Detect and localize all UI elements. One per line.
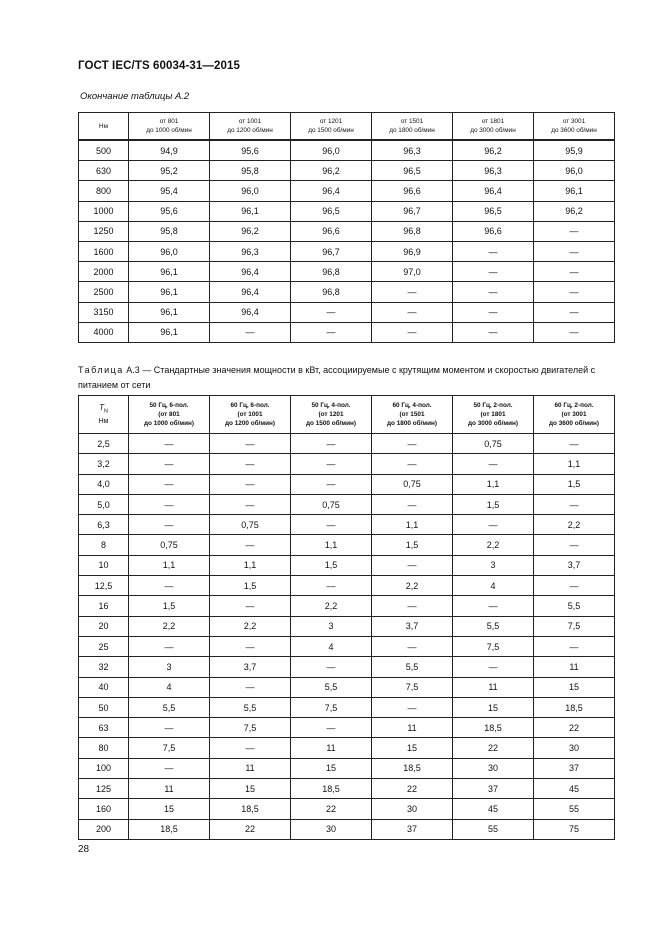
table-cell: 96,8 <box>372 221 453 241</box>
table-cell: 96,3 <box>372 140 453 161</box>
table-cell: — <box>372 454 453 474</box>
header-line: до 1200 об/мин) <box>225 420 275 427</box>
table-cell: — <box>372 494 453 514</box>
table-cell: — <box>291 657 372 677</box>
table-cell: 4 <box>291 636 372 656</box>
table-cell: — <box>453 302 534 322</box>
table-cell: — <box>129 454 210 474</box>
table-cell: — <box>372 697 453 717</box>
table-cell: 1,1 <box>534 454 615 474</box>
table-cell: 30 <box>291 819 372 839</box>
table-a2-header-col-3 <box>291 113 372 141</box>
row-label-cell: 25 <box>79 636 129 656</box>
header-line: (от 1001 <box>237 411 263 418</box>
table-cell: 18,5 <box>453 718 534 738</box>
row-label-cell: 3,2 <box>79 454 129 474</box>
table-cell: 95,8 <box>210 161 291 181</box>
table-cell: 15 <box>372 738 453 758</box>
table-cell: 55 <box>534 799 615 819</box>
row-label-cell: 16 <box>79 596 129 616</box>
table-cell: 3 <box>129 657 210 677</box>
row-label-cell: 32 <box>79 657 129 677</box>
table-cell: — <box>210 454 291 474</box>
table-cell: — <box>291 454 372 474</box>
header-line: 60 Гц, 2-пол. <box>554 402 594 409</box>
table-cell: — <box>129 434 210 454</box>
table-a3-header-row <box>79 396 615 434</box>
torque-unit: Нм <box>98 417 109 425</box>
table-cell: 96,8 <box>291 262 372 282</box>
table-row <box>79 322 615 342</box>
table-cell: — <box>453 596 534 616</box>
table-cell: 3 <box>291 616 372 636</box>
table-a3-header-col-1 <box>129 396 210 434</box>
header-line: до 3600 об/мин) <box>549 420 599 427</box>
table-cell: 1,5 <box>534 474 615 494</box>
table-a3-caption <box>78 363 618 393</box>
table-cell: 96,1 <box>129 302 210 322</box>
table-cell: — <box>534 262 615 282</box>
table-row <box>79 302 615 322</box>
table-cell: 4 <box>453 576 534 596</box>
header-line: от 1201 <box>319 118 343 125</box>
row-label-cell: 40 <box>79 677 129 697</box>
table-cell: — <box>291 515 372 535</box>
table-cell: — <box>372 302 453 322</box>
table-cell: — <box>210 474 291 494</box>
table-row <box>79 576 615 596</box>
table-cell: 18,5 <box>129 819 210 839</box>
table-row <box>79 140 615 161</box>
table-cell: 0,75 <box>372 474 453 494</box>
row-label-cell: 160 <box>79 799 129 819</box>
table-cell: — <box>534 302 615 322</box>
table-cell: 96,1 <box>129 262 210 282</box>
table-row <box>79 758 615 778</box>
table-cell: — <box>534 434 615 454</box>
table-cell: — <box>372 596 453 616</box>
table-cell: — <box>534 494 615 514</box>
table-cell: 2,2 <box>129 616 210 636</box>
table-cell: 15 <box>453 697 534 717</box>
table-a2-header-row <box>79 113 615 141</box>
table-cell: 11 <box>291 738 372 758</box>
table-cell: — <box>372 434 453 454</box>
table-cell: — <box>129 576 210 596</box>
table-cell: 18,5 <box>534 697 615 717</box>
table-cell: 96,7 <box>291 241 372 261</box>
table-cell: 1,1 <box>453 474 534 494</box>
table-cell: — <box>129 758 210 778</box>
row-label-cell: 12,5 <box>79 576 129 596</box>
table-a3-header-first <box>79 396 129 434</box>
table-a3-body <box>79 434 615 840</box>
table-cell: 96,4 <box>210 282 291 302</box>
header-line: до 1500 об/мин) <box>306 420 356 427</box>
table-cell: 95,6 <box>129 201 210 221</box>
table-cell: 7,5 <box>372 677 453 697</box>
table-cell: — <box>372 282 453 302</box>
row-label-cell: 1600 <box>79 241 129 261</box>
table-cell: 3,7 <box>210 657 291 677</box>
table-row <box>79 161 615 181</box>
table-cell: 1,5 <box>210 576 291 596</box>
table-cell: — <box>372 555 453 575</box>
table-cell: 96,2 <box>534 201 615 221</box>
table-cell: 96,0 <box>129 241 210 261</box>
table-cell: 2,2 <box>453 535 534 555</box>
table-cell: 95,8 <box>129 221 210 241</box>
table-cell: 37 <box>453 779 534 799</box>
table-cell: 95,6 <box>210 140 291 161</box>
table-cell: — <box>291 576 372 596</box>
table-cell: 96,5 <box>291 201 372 221</box>
table-cell: — <box>372 636 453 656</box>
table-cell: — <box>210 677 291 697</box>
table-a2-header-first: Нм <box>79 113 129 141</box>
table-a3-header-col-5 <box>453 396 534 434</box>
header-line: 50 Гц, 6-пол. <box>149 402 189 409</box>
table-cell: 96,3 <box>453 161 534 181</box>
table-cell: 22 <box>210 819 291 839</box>
table-cell: 95,4 <box>129 181 210 201</box>
table-cell: 2,2 <box>210 616 291 636</box>
row-label-cell: 80 <box>79 738 129 758</box>
row-label-cell: 630 <box>79 161 129 181</box>
table-cell: 96,9 <box>372 241 453 261</box>
table-cell: 37 <box>534 758 615 778</box>
table-a2-header-col-5 <box>453 113 534 141</box>
table-cell: 7,5 <box>453 636 534 656</box>
table-cell: 96,2 <box>210 221 291 241</box>
table-cell: 2,2 <box>291 596 372 616</box>
table-a3-header-col-3 <box>291 396 372 434</box>
table-row <box>79 799 615 819</box>
table-cell: 96,0 <box>210 181 291 201</box>
table-cell: — <box>210 636 291 656</box>
table-cell: 5,5 <box>291 677 372 697</box>
table-cell: — <box>534 241 615 261</box>
header-line: до 3000 об/мин) <box>468 420 518 427</box>
table-cell: — <box>534 576 615 596</box>
table-cell: 22 <box>534 718 615 738</box>
table-cell: 1,5 <box>372 535 453 555</box>
table-cell: 96,5 <box>453 201 534 221</box>
header-line: (от 801 <box>158 411 180 418</box>
table-cell: 96,6 <box>291 221 372 241</box>
table-cell: 94,9 <box>129 140 210 161</box>
table-a3-header-col-6 <box>534 396 615 434</box>
table-cell: 7,5 <box>129 738 210 758</box>
row-label-cell: 1000 <box>79 201 129 221</box>
table-cell: 0,75 <box>453 434 534 454</box>
table-cell: 96,6 <box>453 221 534 241</box>
table-a2-header-col-2 <box>210 113 291 141</box>
header-line: 60 Гц, 4-пол. <box>392 402 432 409</box>
header-line: (от 1801 <box>480 411 506 418</box>
table-cell: 95,9 <box>534 140 615 161</box>
table-cell: 55 <box>453 819 534 839</box>
table-cell: 7,5 <box>210 718 291 738</box>
table-cell: — <box>291 302 372 322</box>
table-cell: 3,7 <box>372 616 453 636</box>
table-cell: 96,4 <box>453 181 534 201</box>
table-cell: 5,5 <box>534 596 615 616</box>
table-cell: 96,4 <box>210 262 291 282</box>
table-row <box>79 677 615 697</box>
table-cell: — <box>372 322 453 342</box>
table-row <box>79 282 615 302</box>
table-cell: 96,0 <box>534 161 615 181</box>
table-cell: 96,1 <box>210 201 291 221</box>
table-cell: — <box>129 515 210 535</box>
table-row <box>79 636 615 656</box>
row-label-cell: 4,0 <box>79 474 129 494</box>
table-cell: — <box>453 657 534 677</box>
row-label-cell: 1250 <box>79 221 129 241</box>
header-line: до 1500 об/мин <box>308 127 354 134</box>
header-line: (от 3001 <box>561 411 587 418</box>
header-line: от 1801 <box>481 118 505 125</box>
table-cell: 37 <box>372 819 453 839</box>
table-cell: 2,2 <box>372 576 453 596</box>
table-row <box>79 454 615 474</box>
page-number: 28 <box>78 844 90 855</box>
table-cell: — <box>534 535 615 555</box>
row-label-cell: 63 <box>79 718 129 738</box>
table-a3-caption-label: Таблица <box>78 365 124 375</box>
table-row <box>79 535 615 555</box>
table-cell: — <box>210 494 291 514</box>
header-line: до 1000 об/мин <box>146 127 192 134</box>
header-line: до 1000 об/мин) <box>144 420 194 427</box>
table-cell: 5,5 <box>453 616 534 636</box>
table-cell: 96,7 <box>372 201 453 221</box>
header-line: от 801 <box>159 118 179 125</box>
header-line: (от 1201 <box>318 411 344 418</box>
table-cell: 22 <box>291 799 372 819</box>
table-cell: 11 <box>129 779 210 799</box>
table-row <box>79 718 615 738</box>
table-cell: 1,1 <box>210 555 291 575</box>
header-line: 50 Гц, 2-пол. <box>473 402 513 409</box>
table-cell: — <box>129 636 210 656</box>
table-cell: 7,5 <box>291 697 372 717</box>
table-cell: 96,2 <box>453 140 534 161</box>
table-row <box>79 596 615 616</box>
table-cell: 15 <box>210 779 291 799</box>
table-a3-caption-text: А.3 — Стандартные значения мощности в кВт, ассоциируемые с крутящим моментом и скоростью двигателей с питанием от сети <box>78 365 596 390</box>
table-cell: — <box>453 515 534 535</box>
table-cell: 15 <box>534 677 615 697</box>
table-row <box>79 616 615 636</box>
table-cell: — <box>129 474 210 494</box>
table-cell: 30 <box>534 738 615 758</box>
row-label-cell: 200 <box>79 819 129 839</box>
table-a3 <box>78 395 615 840</box>
table-cell: 1,5 <box>129 596 210 616</box>
table-cell: 4 <box>129 677 210 697</box>
table-cell: 96,0 <box>291 140 372 161</box>
table-cell: 45 <box>534 779 615 799</box>
table-row <box>79 241 615 261</box>
table-cell: 96,1 <box>534 181 615 201</box>
table-row <box>79 434 615 454</box>
table-cell: 1,5 <box>291 555 372 575</box>
table-row <box>79 697 615 717</box>
table-cell: — <box>210 322 291 342</box>
table-row <box>79 738 615 758</box>
table-cell: 0,75 <box>129 535 210 555</box>
table-cell: — <box>534 322 615 342</box>
table-a3-header-col-2 <box>210 396 291 434</box>
table-cell: 18,5 <box>372 758 453 778</box>
row-label-cell: 125 <box>79 779 129 799</box>
table-cell: 5,5 <box>129 697 210 717</box>
torque-subscript: N <box>103 408 108 415</box>
table-cell: — <box>291 434 372 454</box>
header-line: 60 Гц, 6-пол. <box>230 402 270 409</box>
table-cell: 75 <box>534 819 615 839</box>
table-cell: — <box>453 262 534 282</box>
table-row <box>79 494 615 514</box>
row-label-cell: 10 <box>79 555 129 575</box>
torque-symbol: T <box>99 403 104 413</box>
row-label-cell: 6,3 <box>79 515 129 535</box>
table-cell: 96,1 <box>129 282 210 302</box>
table-a2-header-col-6 <box>534 113 615 141</box>
table-cell: 96,1 <box>129 322 210 342</box>
table-cell: 22 <box>453 738 534 758</box>
table-cell: 15 <box>129 799 210 819</box>
header-line: от 1001 <box>238 118 262 125</box>
table-cell: 45 <box>453 799 534 819</box>
row-label-cell: 2000 <box>79 262 129 282</box>
table-cell: — <box>453 322 534 342</box>
row-label-cell: 500 <box>79 140 129 161</box>
table-row <box>79 515 615 535</box>
row-label-cell: 4000 <box>79 322 129 342</box>
table-cell: 3,7 <box>534 555 615 575</box>
table-cell: 30 <box>453 758 534 778</box>
row-label-cell: 20 <box>79 616 129 636</box>
table-a3-header-col-4 <box>372 396 453 434</box>
table-cell: — <box>453 282 534 302</box>
header-line: от 1501 <box>400 118 424 125</box>
table-cell: — <box>534 221 615 241</box>
header-line: от 3001 <box>562 118 586 125</box>
table-cell: 5,5 <box>210 697 291 717</box>
table-a2-body <box>79 140 615 342</box>
header-line: до 3000 об/мин <box>470 127 516 134</box>
table-row <box>79 221 615 241</box>
row-label-cell: 800 <box>79 181 129 201</box>
table-cell: — <box>210 738 291 758</box>
table-cell: — <box>210 596 291 616</box>
row-label-cell: 3150 <box>79 302 129 322</box>
table-cell: 11 <box>372 718 453 738</box>
table-a2-caption: Окончание таблицы А.2 <box>80 91 190 102</box>
header-line: (от 1501 <box>399 411 425 418</box>
table-row <box>79 474 615 494</box>
table-cell: 96,4 <box>291 181 372 201</box>
table-row <box>79 555 615 575</box>
table-cell: 0,75 <box>291 494 372 514</box>
table-cell: 22 <box>372 779 453 799</box>
table-cell: 2,2 <box>534 515 615 535</box>
table-cell: — <box>210 434 291 454</box>
row-label-cell: 2,5 <box>79 434 129 454</box>
table-cell: 3 <box>453 555 534 575</box>
table-row <box>79 181 615 201</box>
table-cell: 1,5 <box>453 494 534 514</box>
table-cell: 96,4 <box>210 302 291 322</box>
header-line: до 3600 об/мин <box>551 127 597 134</box>
table-cell: 96,3 <box>210 241 291 261</box>
table-cell: — <box>129 494 210 514</box>
table-cell: 96,5 <box>372 161 453 181</box>
table-a2-header-col-1 <box>129 113 210 141</box>
table-cell: 95,2 <box>129 161 210 181</box>
table-row <box>79 262 615 282</box>
table-cell: — <box>534 636 615 656</box>
table-row <box>79 201 615 221</box>
table-row <box>79 657 615 677</box>
table-cell: — <box>453 454 534 474</box>
row-label-cell: 100 <box>79 758 129 778</box>
table-cell: 11 <box>453 677 534 697</box>
table-cell: 11 <box>210 758 291 778</box>
table-cell: 15 <box>291 758 372 778</box>
table-cell: 1,1 <box>372 515 453 535</box>
row-label-cell: 8 <box>79 535 129 555</box>
table-cell: 18,5 <box>291 779 372 799</box>
table-cell: — <box>129 718 210 738</box>
table-cell: 96,8 <box>291 282 372 302</box>
table-cell: 97,0 <box>372 262 453 282</box>
table-cell: 11 <box>534 657 615 677</box>
table-row <box>79 819 615 839</box>
table-a2 <box>78 112 615 343</box>
table-cell: — <box>291 322 372 342</box>
row-label-cell: 50 <box>79 697 129 717</box>
table-cell: — <box>534 282 615 302</box>
table-cell: — <box>453 241 534 261</box>
table-cell: — <box>291 474 372 494</box>
table-cell: 96,2 <box>291 161 372 181</box>
table-cell: — <box>210 535 291 555</box>
document-header: ГОСТ IEC/TS 60034-31—2015 <box>78 60 240 72</box>
table-a2-header-col-4 <box>372 113 453 141</box>
table-cell: 1,1 <box>291 535 372 555</box>
row-label-cell: 5,0 <box>79 494 129 514</box>
table-cell: 5,5 <box>372 657 453 677</box>
table-cell: — <box>291 718 372 738</box>
table-cell: 18,5 <box>210 799 291 819</box>
header-line: до 1800 об/мин) <box>387 420 437 427</box>
table-row <box>79 779 615 799</box>
table-cell: 7,5 <box>534 616 615 636</box>
header-line: до 1800 об/мин <box>389 127 435 134</box>
table-cell: 1,1 <box>129 555 210 575</box>
table-cell: 96,6 <box>372 181 453 201</box>
table-cell: 0,75 <box>210 515 291 535</box>
row-label-cell: 2500 <box>79 282 129 302</box>
header-line: до 1200 об/мин <box>227 127 273 134</box>
header-line: 50 Гц, 4-пол. <box>311 402 351 409</box>
table-cell: 30 <box>372 799 453 819</box>
